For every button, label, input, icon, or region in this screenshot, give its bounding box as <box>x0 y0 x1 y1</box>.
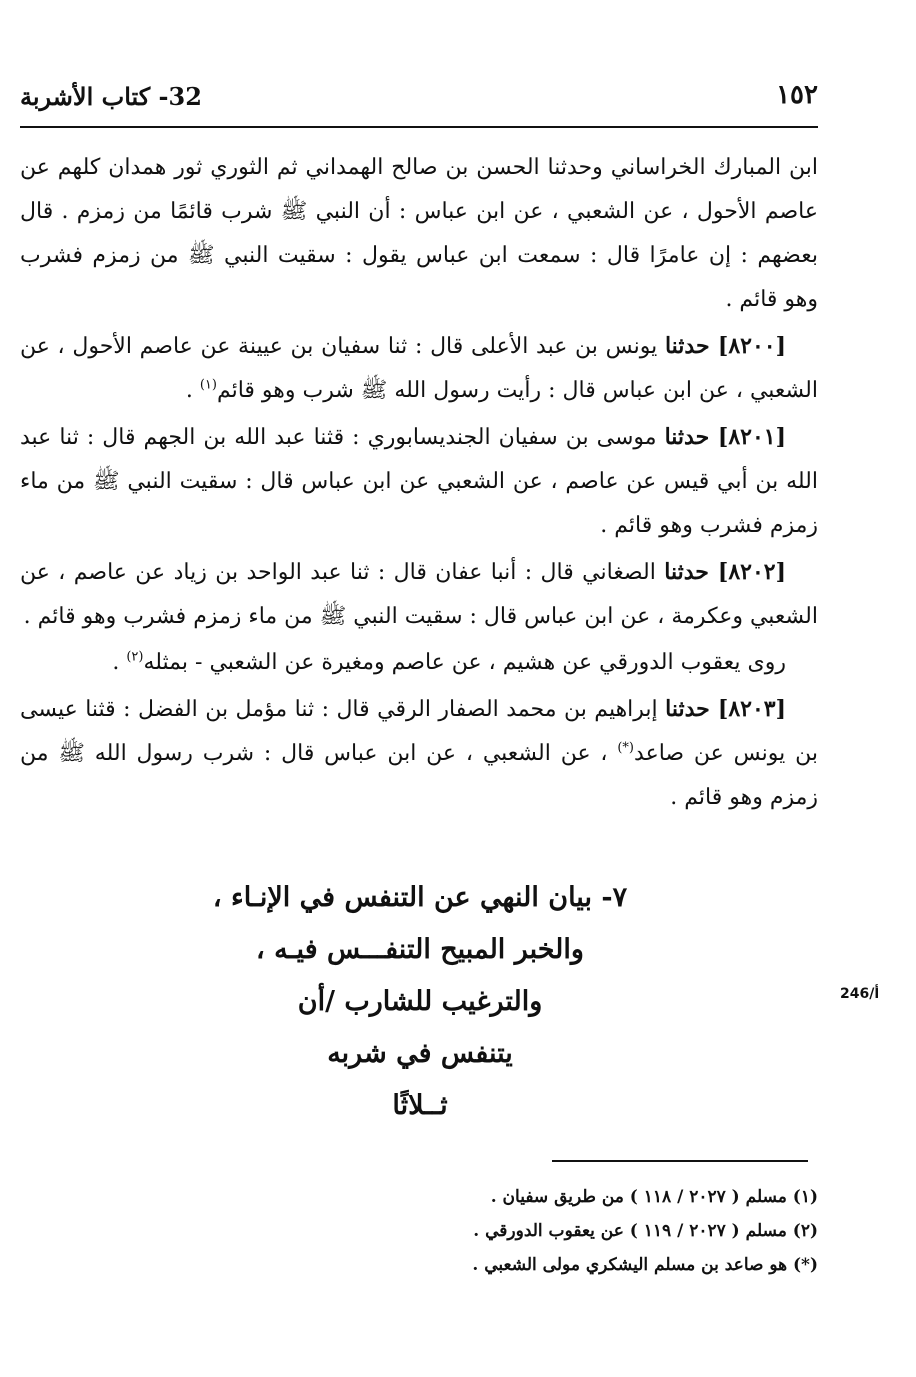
hadith-number: [٨٢٠٠] حدثنا <box>664 333 786 359</box>
hadith-number: [٨٢٠٢] حدثنا <box>664 559 787 585</box>
main-text <box>20 146 818 822</box>
paragraph-continued <box>20 146 818 322</box>
footnote-ref: (*) <box>617 740 635 756</box>
paragraph-text: الصغاني قال : أنبا عفان قال : ثنا عبد الواحد بن زياد عن عاصم ، عن الشعبي وعكرمة ، عن ابن عباس قال : سقيت النبي ﷺ من ماء زمزم فشرب وهو قائم . <box>20 560 818 629</box>
footnote: (١) مسلم ( ٢٠٢٧ / ١١٨ ) من طريق سفيان . <box>490 1187 818 1207</box>
page-number: ١٥٢ <box>776 80 818 110</box>
footnote: (٢) مسلم ( ٢٠٢٧ / ١١٩ ) عن يعقوب الدورقي . <box>473 1221 818 1241</box>
paragraph-tail: . <box>185 378 200 403</box>
paragraph-text: يونس بن عبد الأعلى قال : ثنا سفيان بن عيينة عن عاصم الأحول ، عن الشعبي ، عن ابن عباس قال : رأيت رسول الله ﷺ شرب وهو قائم <box>20 334 818 403</box>
narration-note <box>20 641 818 685</box>
chapter-heading <box>160 872 680 1132</box>
hadith-8202 <box>20 550 818 639</box>
footnote: (*) هو صاعد بن مسلم اليشكري مولى الشعبي . <box>472 1255 818 1275</box>
paragraph-text: روى يعقوب الدورقي عن هشيم ، عن عاصم ومغيرة عن الشعبي - بمثله <box>143 650 786 675</box>
book-title: 32- كتاب الأشربة <box>20 82 202 111</box>
footnotes <box>20 1180 818 1282</box>
paragraph-text: ابن المبارك الخراساني وحدثنا الحسن بن صالح الهمداني ثم الثوري ثور همدان كلهم عن عاصم الأحول ، عن الشعبي ، عن ابن عباس : أن النبي ﷺ شرب قائمًا من زمزم . قال بعضهم : إن عامرًا قال : سمعت ابن عباس يقول : سقيت النبي ﷺ من زمزم فشرب وهو قائم . <box>20 155 818 312</box>
heading-line: والترغيب للشارب /أن <box>297 986 543 1017</box>
header-rule <box>20 126 818 128</box>
paragraph-text: إبراهيم بن محمد الصفار الرقي قال : ثنا مؤمل بن الفضل : قثنا عيسى بن يونس عن صاعد <box>20 697 818 766</box>
heading-line: ٧- بيان النهي عن التنفس في الإنـاء ، <box>212 882 628 913</box>
heading-line: والخبر المبيح التنفـــس فيـه ، <box>256 934 584 965</box>
heading-line: يتنفس في شربه <box>327 1038 513 1069</box>
hadith-number: [٨٢٠٣] حدثنا <box>665 696 787 722</box>
paragraph-tail: ، عن الشعبي ، عن ابن عباس قال : شرب رسول الله ﷺ من زمزم وهو قائم . <box>20 741 818 810</box>
hadith-8200 <box>20 324 818 413</box>
paragraph-tail: . <box>112 650 127 675</box>
footnote-rule <box>552 1160 808 1162</box>
hadith-8203 <box>20 687 818 820</box>
hadith-number: [٨٢٠١] حدثنا <box>664 424 786 450</box>
manuscript-folio-note: 246/أ <box>840 986 880 1002</box>
footnote-ref: (١) <box>199 377 217 393</box>
footnote-ref: (٢) <box>126 649 144 665</box>
page-header <box>20 78 818 118</box>
paragraph-text: موسى بن سفيان الجنديسابوري : قثنا عبد الله بن الجهم قال : ثنا عبد الله بن أبي قيس عن عاصم ، عن الشعبي عن ابن عباس قال : سقيت النبي ﷺ من ماء زمزم فشرب وهو قائم . <box>20 425 818 538</box>
hadith-8201 <box>20 415 818 548</box>
heading-line: ثــلاثًا <box>392 1090 448 1121</box>
